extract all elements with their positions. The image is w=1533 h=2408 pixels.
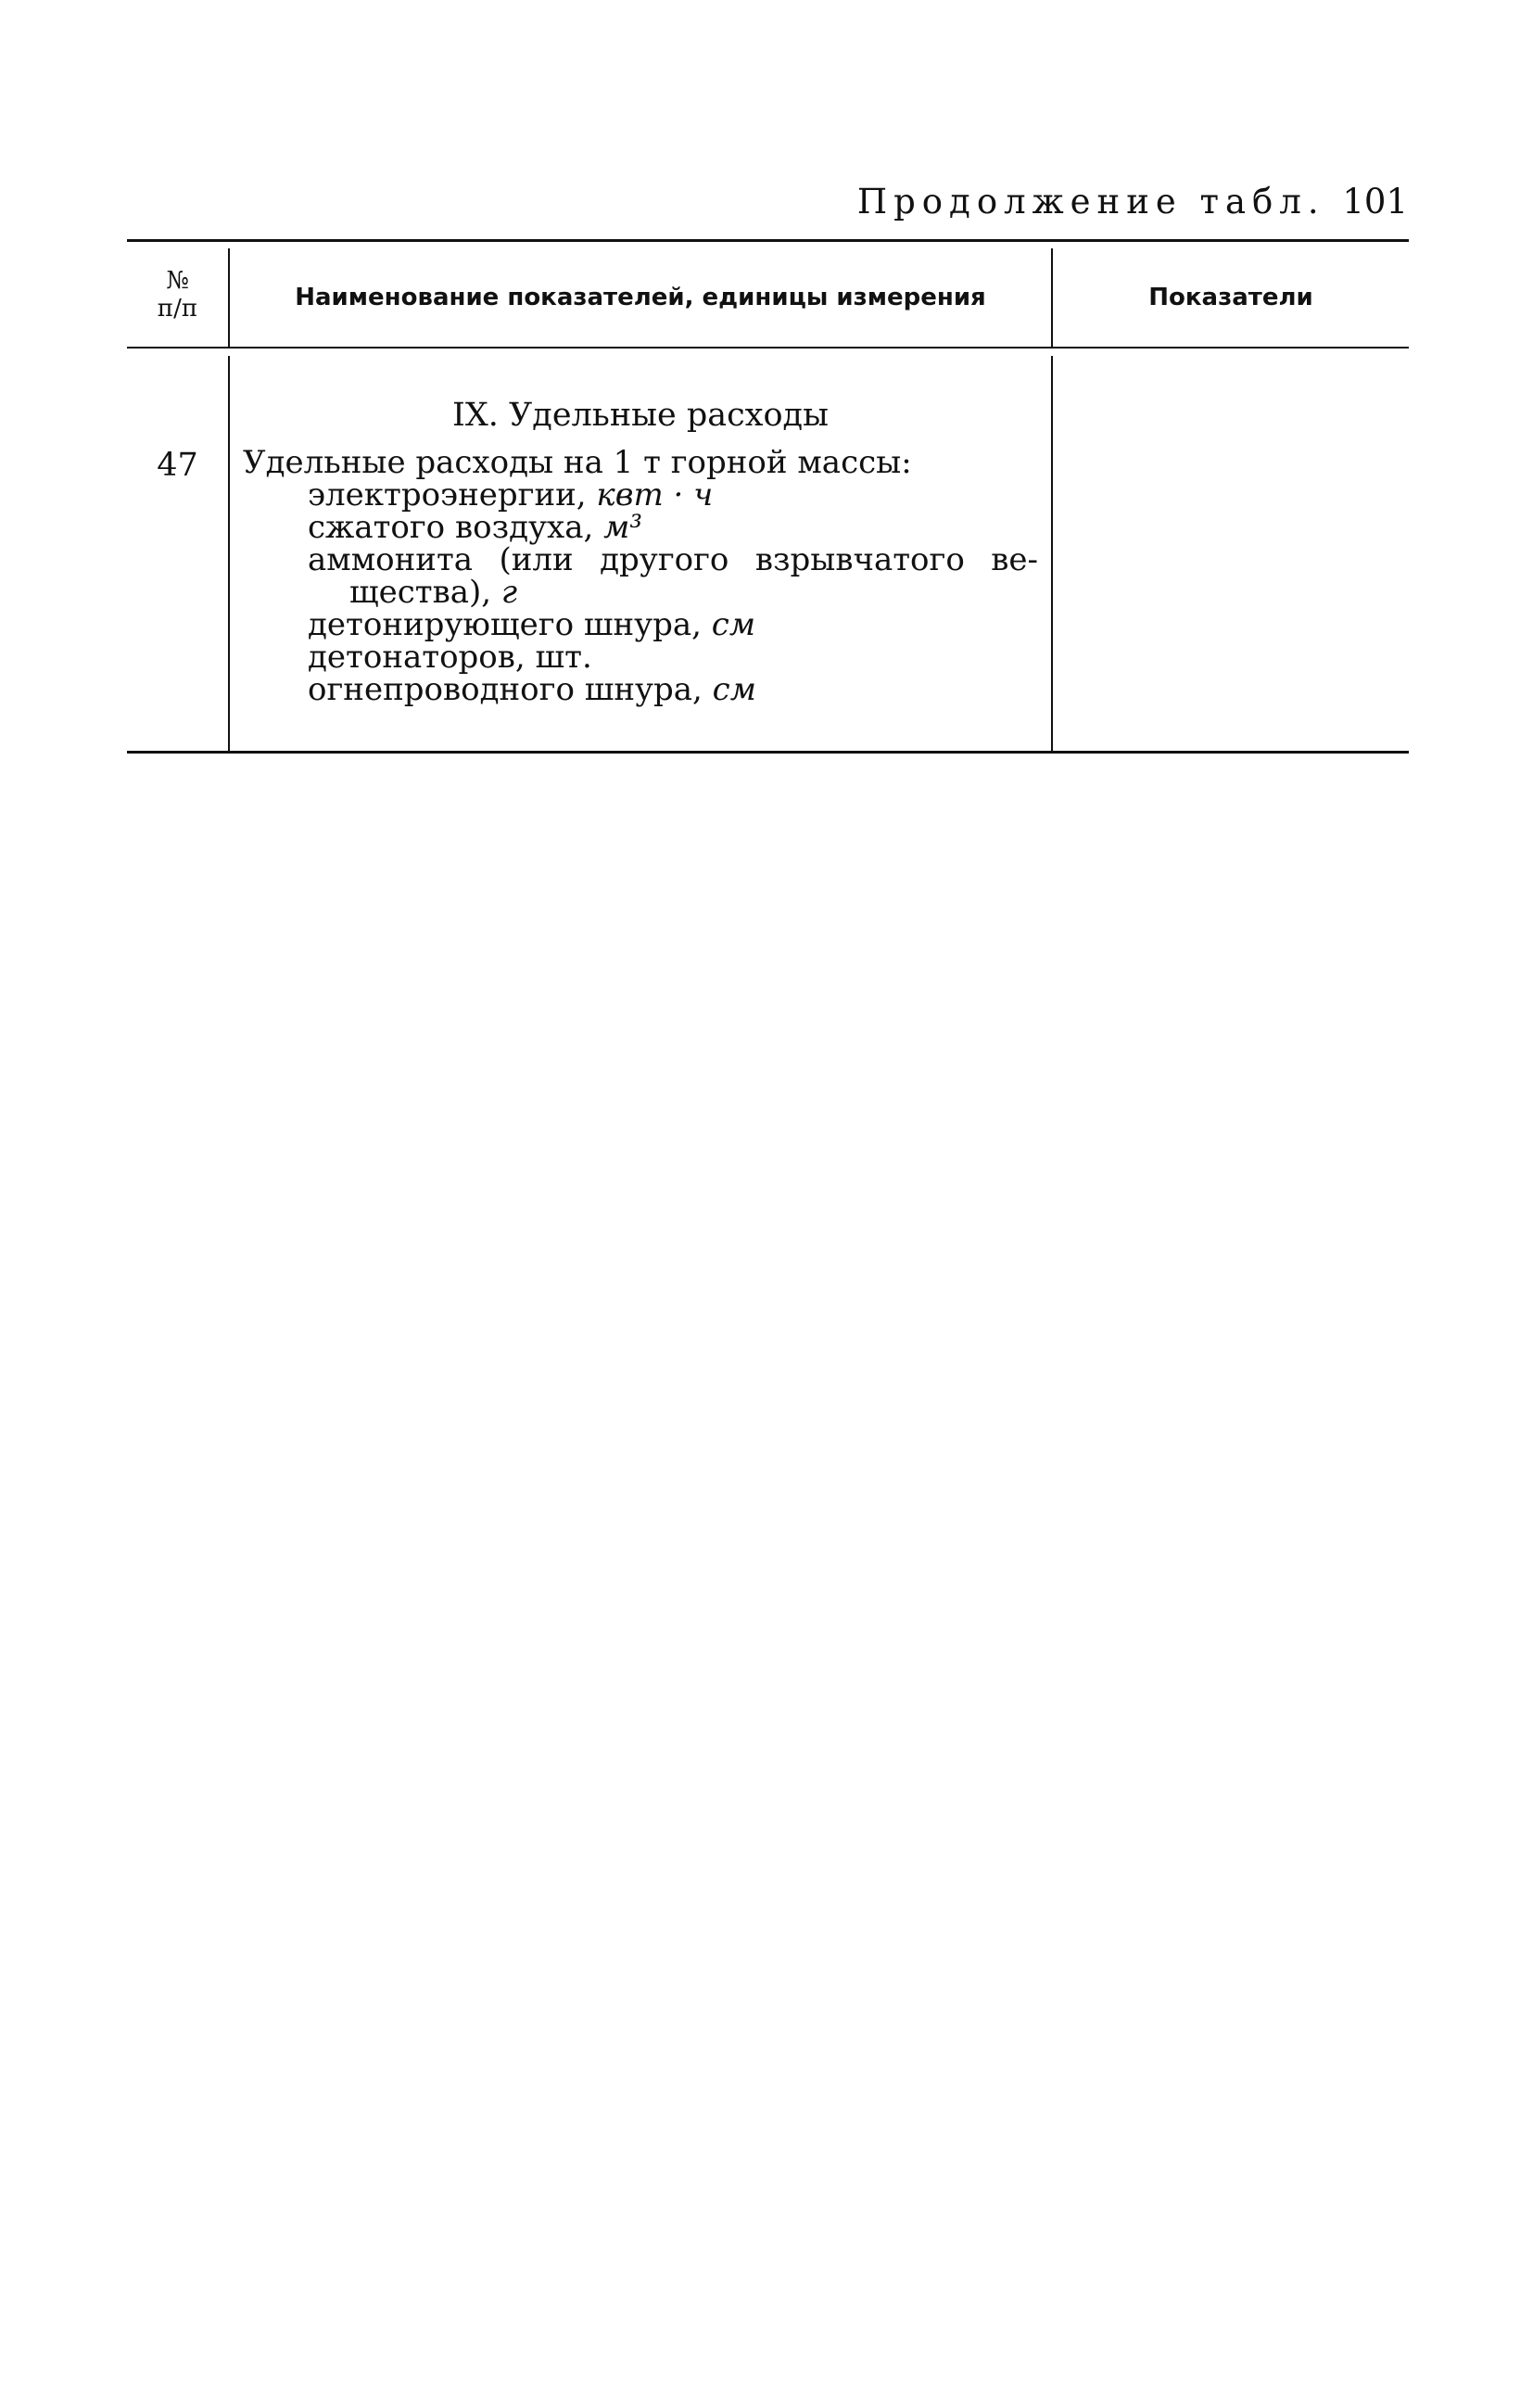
item-word: ве-	[991, 541, 1038, 578]
item-unit: см	[711, 606, 756, 643]
item-unit: см	[712, 671, 756, 708]
item-safety-fuse	[243, 671, 1038, 708]
item-label: сжатого воздуха,	[308, 509, 594, 546]
table-header-rule	[127, 347, 1409, 349]
item-label: детонирующего шнура,	[308, 606, 702, 643]
item-label: огнепроводного шнура,	[308, 671, 703, 708]
continuation-text: Продолжение табл.	[856, 182, 1325, 222]
row-number: 47	[157, 447, 198, 484]
row-description	[243, 444, 1038, 708]
item-compressed-air	[243, 509, 1038, 546]
row-intro: Удельные расходы на 1 т горной массы:	[243, 444, 912, 481]
header-indicator-name: Наименование показателей, единицы измерения	[295, 284, 986, 311]
item-label: электроэнергии,	[308, 476, 587, 513]
item-word: аммонита	[308, 541, 474, 578]
header-number-abbr: п/п	[157, 295, 198, 323]
item-unit: м³	[603, 509, 642, 546]
item-unit: г	[500, 574, 518, 611]
item-detonators	[243, 641, 1038, 674]
item-electricity	[243, 476, 1038, 513]
item-unit: квт · ч	[596, 476, 714, 513]
item-word: (или	[499, 541, 574, 578]
item-word: взрывчатого	[754, 541, 965, 578]
item-ammonite	[243, 541, 1038, 578]
header-number-symbol: №	[166, 267, 189, 295]
column-divider	[1051, 356, 1053, 751]
header-indicator-values: Показатели	[1148, 284, 1313, 311]
header-number	[127, 267, 228, 323]
item-ammonite-line2	[243, 574, 1038, 611]
section-title: IX. Удельные расходы	[452, 397, 829, 434]
item-label: детонаторов, шт.	[308, 639, 592, 676]
item-ammonite-line1	[308, 541, 1038, 578]
table-continuation-label	[857, 182, 1408, 222]
item-detonating-cord	[243, 606, 1038, 643]
item-word: другого	[600, 541, 729, 578]
table-bottom-rule	[127, 751, 1409, 754]
table-number: 101	[1342, 182, 1408, 222]
table-top-rule	[127, 239, 1409, 242]
item-label: щества),	[349, 574, 492, 611]
